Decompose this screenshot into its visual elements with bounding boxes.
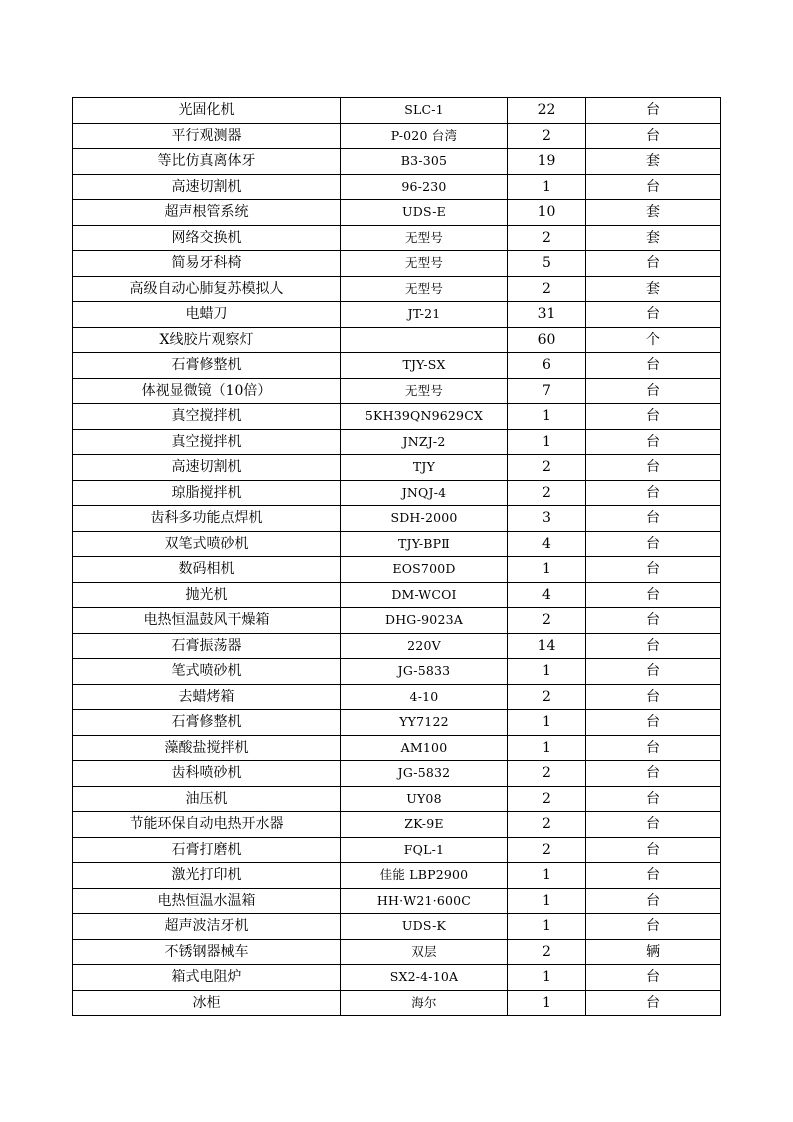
equipment-name-cell: 高速切割机 <box>73 174 341 200</box>
unit-cell: 台 <box>586 506 721 532</box>
table-row <box>73 225 721 251</box>
model-cell: 佳能 LBP2900 <box>341 863 508 889</box>
table-row <box>73 353 721 379</box>
table-row <box>73 990 721 1016</box>
quantity-cell: 1 <box>508 888 586 914</box>
equipment-name-cell: 不锈钢器械车 <box>73 939 341 965</box>
equipment-name-cell: 箱式电阻炉 <box>73 965 341 991</box>
model-cell: 无型号 <box>341 251 508 277</box>
quantity-cell: 5 <box>508 251 586 277</box>
unit-cell: 台 <box>586 378 721 404</box>
equipment-name-cell: 平行观测器 <box>73 123 341 149</box>
quantity-cell: 2 <box>508 684 586 710</box>
unit-cell: 个 <box>586 327 721 353</box>
quantity-cell: 1 <box>508 710 586 736</box>
equipment-name-cell: X线胶片观察灯 <box>73 327 341 353</box>
quantity-cell: 2 <box>508 123 586 149</box>
model-cell: TJY-SX <box>341 353 508 379</box>
table-row <box>73 965 721 991</box>
equipment-name-cell: 去蜡烤箱 <box>73 684 341 710</box>
unit-cell: 台 <box>586 914 721 940</box>
equipment-name-cell: 简易牙科椅 <box>73 251 341 277</box>
unit-cell: 台 <box>586 123 721 149</box>
quantity-cell: 6 <box>508 353 586 379</box>
unit-cell: 台 <box>586 455 721 481</box>
model-cell: JNQJ-4 <box>341 480 508 506</box>
equipment-name-cell: 齿科喷砂机 <box>73 761 341 787</box>
unit-cell: 台 <box>586 429 721 455</box>
table-row <box>73 939 721 965</box>
unit-cell: 台 <box>586 302 721 328</box>
equipment-name-cell: 真空搅拌机 <box>73 429 341 455</box>
equipment-name-cell: 藻酸盐搅拌机 <box>73 735 341 761</box>
equipment-name-cell: 光固化机 <box>73 98 341 124</box>
quantity-cell: 2 <box>508 786 586 812</box>
equipment-name-cell: 抛光机 <box>73 582 341 608</box>
quantity-cell: 1 <box>508 174 586 200</box>
equipment-name-cell: 石膏修整机 <box>73 710 341 736</box>
table-row <box>73 812 721 838</box>
quantity-cell: 2 <box>508 276 586 302</box>
equipment-name-cell: 真空搅拌机 <box>73 404 341 430</box>
quantity-cell: 22 <box>508 98 586 124</box>
quantity-cell: 2 <box>508 480 586 506</box>
model-cell: TJY <box>341 455 508 481</box>
table-row <box>73 582 721 608</box>
quantity-cell: 1 <box>508 990 586 1016</box>
unit-cell: 台 <box>586 633 721 659</box>
unit-cell: 台 <box>586 735 721 761</box>
equipment-name-cell: 笔式喷砂机 <box>73 659 341 685</box>
model-cell: 双层 <box>341 939 508 965</box>
equipment-name-cell: 节能环保自动电热开水器 <box>73 812 341 838</box>
equipment-name-cell: 石膏振荡器 <box>73 633 341 659</box>
table-row <box>73 786 721 812</box>
unit-cell: 台 <box>586 710 721 736</box>
unit-cell: 台 <box>586 786 721 812</box>
model-cell: 无型号 <box>341 276 508 302</box>
quantity-cell: 1 <box>508 735 586 761</box>
model-cell: JT-21 <box>341 302 508 328</box>
model-cell: 无型号 <box>341 225 508 251</box>
unit-cell: 台 <box>586 251 721 277</box>
equipment-name-cell: 等比仿真离体牙 <box>73 149 341 175</box>
model-cell: UDS-E <box>341 200 508 226</box>
unit-cell: 套 <box>586 225 721 251</box>
table-row <box>73 480 721 506</box>
table-row <box>73 455 721 481</box>
equipment-name-cell: 超声波洁牙机 <box>73 914 341 940</box>
unit-cell: 台 <box>586 761 721 787</box>
quantity-cell: 31 <box>508 302 586 328</box>
quantity-cell: 2 <box>508 761 586 787</box>
table-row <box>73 251 721 277</box>
quantity-cell: 10 <box>508 200 586 226</box>
table-row <box>73 174 721 200</box>
equipment-name-cell: 高速切割机 <box>73 455 341 481</box>
unit-cell: 台 <box>586 557 721 583</box>
quantity-cell: 1 <box>508 965 586 991</box>
model-cell <box>341 327 508 353</box>
model-cell: JG-5833 <box>341 659 508 685</box>
table-row <box>73 608 721 634</box>
quantity-cell: 2 <box>508 812 586 838</box>
quantity-cell: 1 <box>508 404 586 430</box>
table-row <box>73 888 721 914</box>
unit-cell: 台 <box>586 404 721 430</box>
quantity-cell: 2 <box>508 837 586 863</box>
unit-cell: 台 <box>586 863 721 889</box>
model-cell: 5KH39QN9629CX <box>341 404 508 430</box>
equipment-name-cell: 琼脂搅拌机 <box>73 480 341 506</box>
equipment-name-cell: 激光打印机 <box>73 863 341 889</box>
table-row <box>73 276 721 302</box>
unit-cell: 台 <box>586 98 721 124</box>
unit-cell: 台 <box>586 531 721 557</box>
quantity-cell: 1 <box>508 914 586 940</box>
table-row <box>73 659 721 685</box>
model-cell: 无型号 <box>341 378 508 404</box>
model-cell: UY08 <box>341 786 508 812</box>
model-cell: 海尔 <box>341 990 508 1016</box>
quantity-cell: 3 <box>508 506 586 532</box>
equipment-name-cell: 网络交换机 <box>73 225 341 251</box>
quantity-cell: 14 <box>508 633 586 659</box>
equipment-name-cell: 高级自动心肺复苏模拟人 <box>73 276 341 302</box>
model-cell: ZK-9E <box>341 812 508 838</box>
unit-cell: 台 <box>586 812 721 838</box>
table-row <box>73 302 721 328</box>
unit-cell: 台 <box>586 837 721 863</box>
unit-cell: 台 <box>586 480 721 506</box>
unit-cell: 台 <box>586 353 721 379</box>
model-cell: HH·W21·600C <box>341 888 508 914</box>
model-cell: EOS700D <box>341 557 508 583</box>
equipment-name-cell: 数码相机 <box>73 557 341 583</box>
unit-cell: 套 <box>586 149 721 175</box>
table-row <box>73 863 721 889</box>
table-row <box>73 557 721 583</box>
model-cell: JG-5832 <box>341 761 508 787</box>
table-row <box>73 761 721 787</box>
equipment-name-cell: 油压机 <box>73 786 341 812</box>
table-row <box>73 506 721 532</box>
table-row <box>73 404 721 430</box>
quantity-cell: 1 <box>508 863 586 889</box>
model-cell: TJY-BPⅡ <box>341 531 508 557</box>
equipment-name-cell: 电热恒温水温箱 <box>73 888 341 914</box>
table-row <box>73 200 721 226</box>
table-row <box>73 633 721 659</box>
table-row <box>73 123 721 149</box>
model-cell: YY7122 <box>341 710 508 736</box>
model-cell: DM-WCOI <box>341 582 508 608</box>
table-row <box>73 429 721 455</box>
equipment-name-cell: 电热恒温鼓风干燥箱 <box>73 608 341 634</box>
model-cell: DHG-9023A <box>341 608 508 634</box>
quantity-cell: 2 <box>508 608 586 634</box>
equipment-name-cell: 电蜡刀 <box>73 302 341 328</box>
model-cell: 4-10 <box>341 684 508 710</box>
quantity-cell: 2 <box>508 939 586 965</box>
quantity-cell: 4 <box>508 531 586 557</box>
model-cell: SLC-1 <box>341 98 508 124</box>
equipment-table-body <box>73 98 721 1016</box>
quantity-cell: 4 <box>508 582 586 608</box>
equipment-name-cell: 体视显微镜（10倍） <box>73 378 341 404</box>
table-row <box>73 98 721 124</box>
model-cell: B3-305 <box>341 149 508 175</box>
equipment-name-cell: 超声根管系统 <box>73 200 341 226</box>
quantity-cell: 1 <box>508 557 586 583</box>
unit-cell: 台 <box>586 582 721 608</box>
unit-cell: 台 <box>586 965 721 991</box>
quantity-cell: 7 <box>508 378 586 404</box>
equipment-name-cell: 石膏修整机 <box>73 353 341 379</box>
table-row <box>73 837 721 863</box>
unit-cell: 套 <box>586 200 721 226</box>
unit-cell: 台 <box>586 174 721 200</box>
equipment-table <box>72 97 721 1016</box>
table-row <box>73 531 721 557</box>
model-cell: SDH-2000 <box>341 506 508 532</box>
table-row <box>73 710 721 736</box>
unit-cell: 台 <box>586 990 721 1016</box>
model-cell: AM100 <box>341 735 508 761</box>
model-cell: SX2-4-10A <box>341 965 508 991</box>
quantity-cell: 1 <box>508 659 586 685</box>
table-row <box>73 914 721 940</box>
model-cell: 220V <box>341 633 508 659</box>
model-cell: P-020 台湾 <box>341 123 508 149</box>
unit-cell: 台 <box>586 684 721 710</box>
model-cell: FQL-1 <box>341 837 508 863</box>
quantity-cell: 2 <box>508 455 586 481</box>
table-row <box>73 149 721 175</box>
model-cell: JNZJ-2 <box>341 429 508 455</box>
table-row <box>73 378 721 404</box>
quantity-cell: 2 <box>508 225 586 251</box>
table-row <box>73 327 721 353</box>
quantity-cell: 1 <box>508 429 586 455</box>
unit-cell: 台 <box>586 659 721 685</box>
quantity-cell: 60 <box>508 327 586 353</box>
equipment-name-cell: 齿科多功能点焊机 <box>73 506 341 532</box>
model-cell: 96-230 <box>341 174 508 200</box>
unit-cell: 台 <box>586 888 721 914</box>
quantity-cell: 19 <box>508 149 586 175</box>
table-row <box>73 735 721 761</box>
equipment-name-cell: 石膏打磨机 <box>73 837 341 863</box>
table-row <box>73 684 721 710</box>
unit-cell: 台 <box>586 608 721 634</box>
unit-cell: 辆 <box>586 939 721 965</box>
equipment-name-cell: 冰柜 <box>73 990 341 1016</box>
equipment-name-cell: 双笔式喷砂机 <box>73 531 341 557</box>
model-cell: UDS-K <box>341 914 508 940</box>
unit-cell: 套 <box>586 276 721 302</box>
